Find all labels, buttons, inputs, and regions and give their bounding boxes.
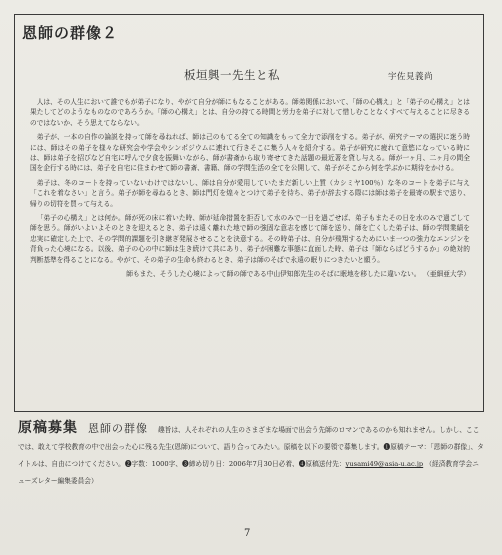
recruit-text: 趣旨は、人それぞれの人生のさまざまな場面で出会う先師のロマンであるのかも知れません。しかし、ここでは、敢えて学校教育の中で出会った心に残る先生(恩師)について、語り合ってみたい。原稿を以下の要領で募集します。❶原稿テーマ：「恩師の群像」、タイトルは、自由につけてください。❷字数：1000字、❸締め切り日：2006年7月30日必着、❹原稿送付先： <box>18 426 484 468</box>
article-author: 宇佐見義尚 <box>388 72 434 82</box>
manuscript-call <box>18 420 484 490</box>
paragraph: 弟子が、一本の自作の論説を持って師を尋ねれば、師は己のもてる全ての知識をもって全力で添削をする。弟子が、研究テーマの選択に迷う時には、師はその弟子を様々な研究会や学会やシンポジウムに連れて行きそこに集う人々を紹介する。弟子が研究に疲れて意慾になっている時には、師は弟子を招びなど自宅に呼んで夕食を振舞いながら、師が書斎から取り寄せてきた話題の最近著を貸し与える。師が一ヶ月、二ヶ月の間全国を企行する時には、弟子を自宅に住まわせて師の書斎、書籍、師の学問生活の全てを公開して、弟子がそこから何を学ぶかに期待をかける。 <box>30 133 470 173</box>
paragraph: 「弟子の心構え」とは何か。師が死の床に着いた時、師が延命措置を拒否して水のみで一日を過ごせば、弟子もまたその日を水のみで過ごして師を思う。師がいよいよそのときを迎えるとき、弟子は遠く離れた地で師の強固な意志を感じて師を送り、師を亡くした弟子は、師の学問業績を忠実に確定した上で、その学問的課題を引き継ぎ発展させることを決意する。その時弟子は、自分が飛翔するためにいま一つの強力なエンジンを背負った心境になる。以後、弟子の心の中に師は生き続けて共にあり、弟子が困難な事態に直面した時、弟子は「師ならばどうするか」の絶対的判断基準を得ることになる。やがて、その弟子の生命も終わるとき、弟子は師のそばで永遠の眠りにつきたいと願う。 <box>30 214 470 264</box>
page-number: 7 <box>244 528 251 539</box>
article-subtitle: 板垣興一先生と私 <box>184 68 280 82</box>
article-body <box>30 97 470 280</box>
recruit-editor: （経済教育学会ニューズレター編集委員会） <box>18 460 479 485</box>
paragraph: 師もまた、そうした心境によって師の師である中山伊知郎先生のそばに眠地を移したに違いない。 <box>126 270 421 279</box>
paragraph: 人は、その人生において誰でもが弟子になり、やがて自分が師にもなることがある。師弟関係において、「師の心構え」と「弟子の心構え」とは果たしてどのようなものなのであろうか。「師の心構え」とは、自分の持てる時間と労力を弟子に対して惜しむことなくすべて与えることに尽きるのではないか、そう思えてならない。 <box>30 98 470 127</box>
recruit-series: 恩師の群像 <box>88 422 148 435</box>
article-title: 恩師の群像２ <box>22 24 119 42</box>
paragraph: 弟子は、冬のコートを持っていないわけではないし、師は自分が愛用していたまだ新しい上質（カシミヤ100％）な冬のコートを弟子に与え「これを着なさい」と言う。弟子が師を尋ねるとき、師は門灯を煌々とつけて弟子を待ち、弟子が辞去する際には師は弟子を最寄の駅まで送り、帰りの切符を買って与える。 <box>30 178 470 208</box>
author-affiliation: （亜細亜大学） <box>426 270 470 279</box>
submission-email-link[interactable]: yusami49@asia-u.ac.jp <box>345 460 424 468</box>
recruit-heading: 原稿募集 <box>18 420 78 436</box>
closing-line <box>30 269 470 279</box>
